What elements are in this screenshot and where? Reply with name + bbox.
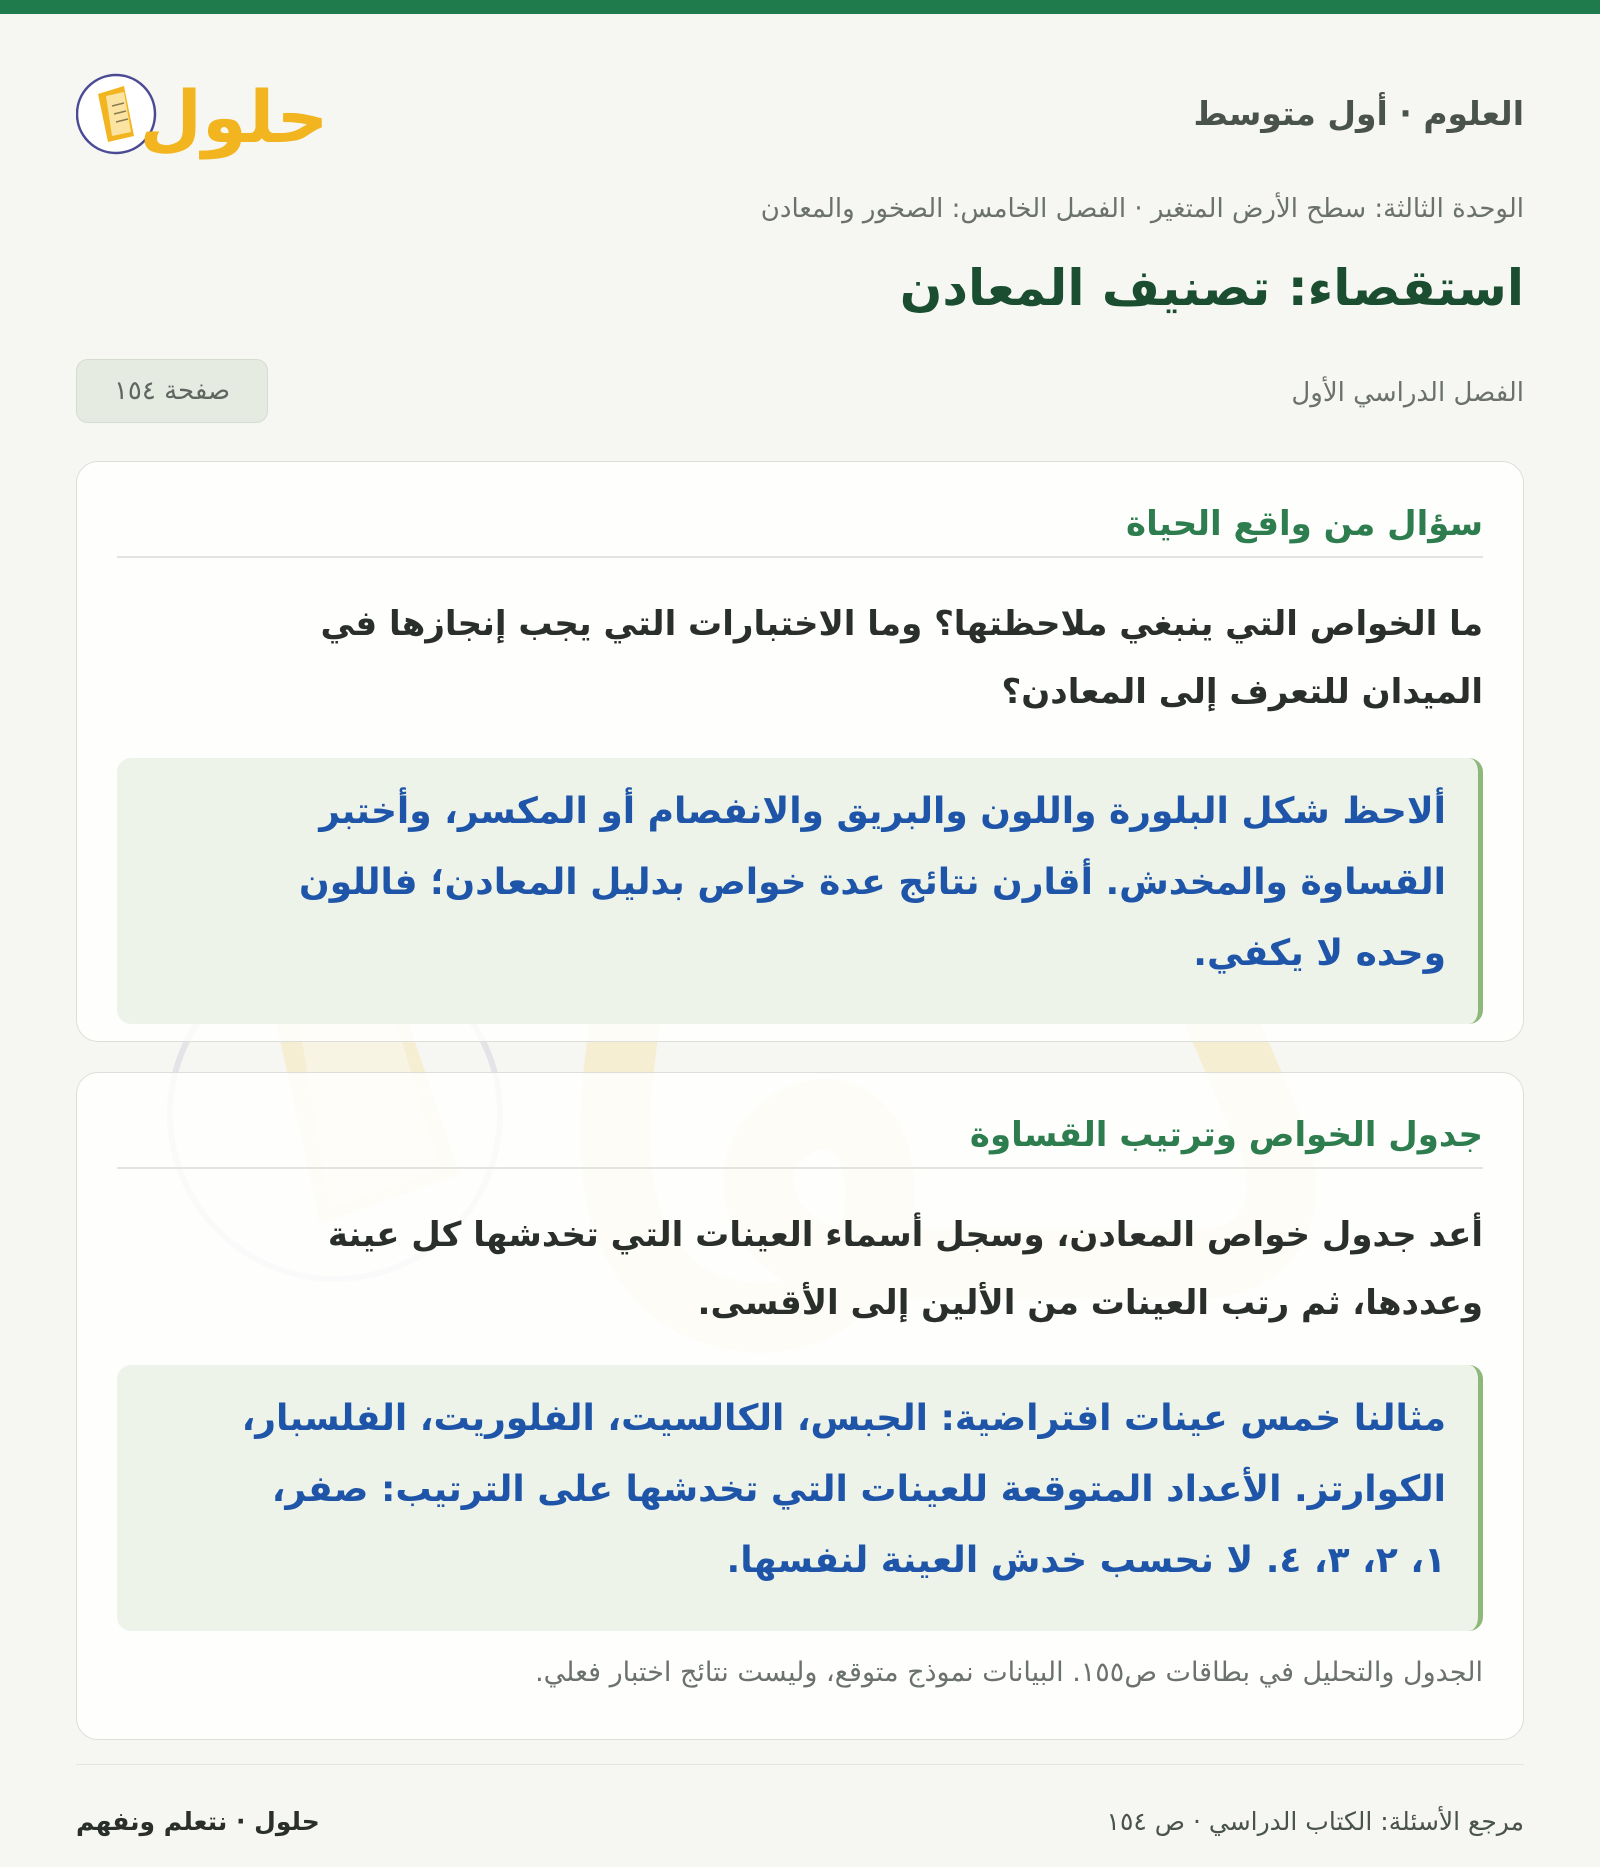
question-card-hardness-table: [76, 1072, 1524, 1740]
top-accent-bar: [0, 0, 1600, 14]
question-line: وعددها، ثم رتب العينات من الألين إلى الأقسى.: [697, 1283, 1483, 1323]
answer-box: [117, 1365, 1483, 1631]
question-text: [117, 1201, 1483, 1337]
answer-line: ١، ٢، ٣، ٤. لا نحسب خدش العينة لنفسها.: [726, 1540, 1446, 1581]
question-line: أعد جدول خواص المعادن، وسجل أسماء العينات التي تخدشها كل عينة: [327, 1215, 1483, 1255]
answer-line: الكوارتز. الأعداد المتوقعة للعينات التي تخدشها على الترتيب: صفر،: [271, 1469, 1446, 1510]
answer-line: ألاحظ شكل البلورة واللون والبريق والانفصام أو المكسر، وأختبر: [319, 791, 1446, 832]
answer-line: وحده لا يكفي.: [1193, 933, 1446, 974]
footer-divider: [76, 1764, 1524, 1765]
site-logo[interactable]: [76, 54, 336, 164]
question-text: [117, 590, 1483, 726]
page-title: استقصاء: تصنيف المعادن: [899, 259, 1524, 317]
question-line: الميدان للتعرف إلى المعادن؟: [1001, 672, 1483, 712]
question-card-real-life: [76, 461, 1524, 1042]
page: [0, 14, 1600, 1867]
semester-label: الفصل الدراسي الأول: [1291, 378, 1524, 408]
answer-box: [117, 758, 1483, 1024]
card-note: الجدول والتحليل في بطاقات ص١٥٥. البيانات نموذج متوقع، وليست نتائج اختبار فعلي.: [535, 1657, 1483, 1688]
breadcrumb: الوحدة الثالثة: سطح الأرض المتغير · الفصل الخامس: الصخور والمعادن: [760, 194, 1524, 224]
card-heading: جدول الخواص وترتيب القساوة: [117, 1103, 1483, 1169]
card-heading: سؤال من واقع الحياة: [117, 492, 1483, 558]
answer-line: مثالنا خمس عينات افتراضية: الجبس، الكالسيت، الفلوريت، الفلسبار،: [241, 1398, 1446, 1439]
footer-reference: مرجع الأسئلة: الكتاب الدراسي · ص ١٥٤: [1106, 1807, 1524, 1836]
page-number-badge: صفحة ١٥٤: [76, 359, 268, 423]
footer-brand: حلول · نتعلم ونفهم: [76, 1807, 320, 1836]
header: [76, 54, 1524, 164]
subject-title: العلوم · أول متوسط: [1193, 94, 1524, 133]
logo-wordmark: حلول: [139, 75, 329, 159]
answer-line: القساوة والمخدش. أقارن نتائج عدة خواص بدليل المعادن؛ فاللون: [299, 862, 1446, 903]
question-line: ما الخواص التي ينبغي ملاحظتها؟ وما الاختبارات التي يجب إنجازها في: [320, 604, 1483, 644]
